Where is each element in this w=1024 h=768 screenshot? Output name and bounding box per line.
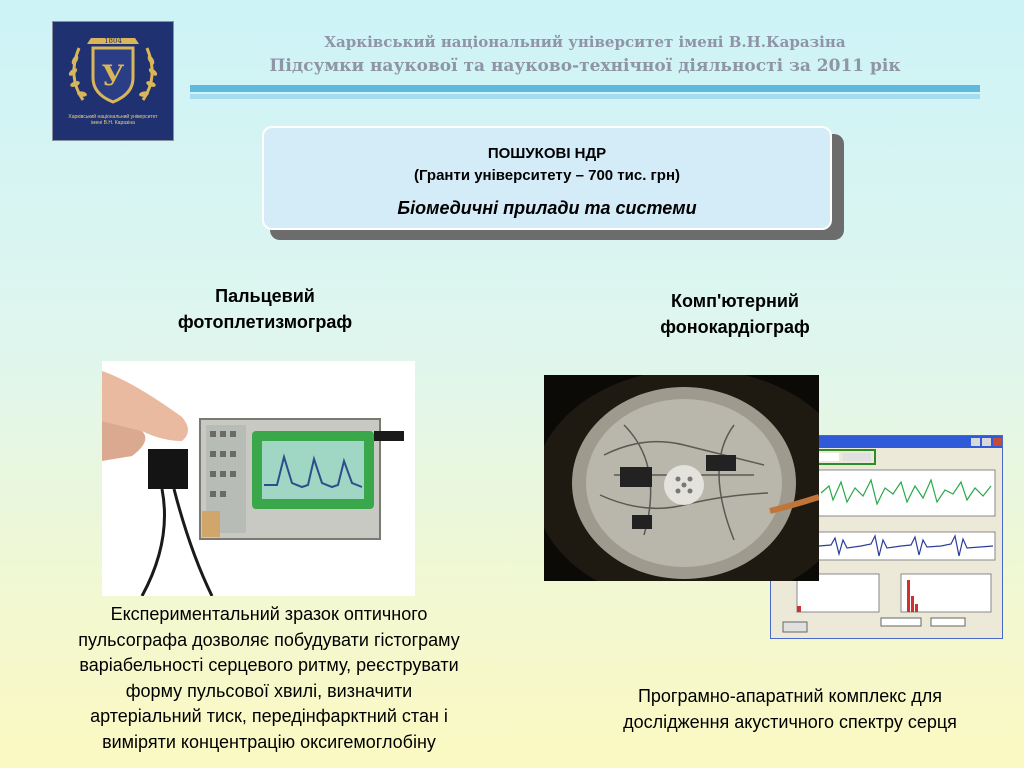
grant-amount: (Гранти університету – 700 тис. грн): [413, 167, 681, 184]
section-topic: Біомедичні прилади та системи: [397, 198, 697, 218]
report-subtitle: Підсумки наукової та науково-технічної діяльності за 2011 рік: [269, 56, 901, 76]
section-heading: ПОШУКОВІ НДР: [487, 145, 607, 162]
phonocardiograph-description: Програмно-апаратний комплекс для дослідження акустичного спектру серця: [623, 686, 957, 732]
university-name: Харківський національний університет імені В.Н.Каразіна: [324, 33, 846, 51]
crest-icon: [53, 22, 173, 112]
svg-text:У: У: [101, 59, 125, 92]
university-logo: [52, 21, 174, 141]
section-title-box: [262, 126, 832, 230]
header-divider-light: [190, 94, 980, 99]
device-title-photoplethysmograph: Пальцевий фотоплетизмограф: [177, 286, 353, 332]
header-divider: [190, 85, 980, 92]
photoplethysmograph-photo: [102, 361, 415, 596]
device-title-phonocardiograph: Комп'ютерний фонокардіограф: [660, 291, 810, 337]
svg-text:1804: 1804: [104, 37, 122, 45]
logo-caption: Харківський національний університет імені В.Н. Каразіна: [68, 114, 158, 126]
photoplethysmograph-description: Експериментальний зразок оптичного пульсографа дозволяє побудувати гістограму варіабельності серцевого ритму, реєструвати форму пульсової хвилі, визначити артеріальний тиск, передінфарктний стан і виміряти концентрацію оксигемоглобіну: [78, 604, 460, 752]
phonocardiograph-sensor-photo: [544, 375, 819, 581]
